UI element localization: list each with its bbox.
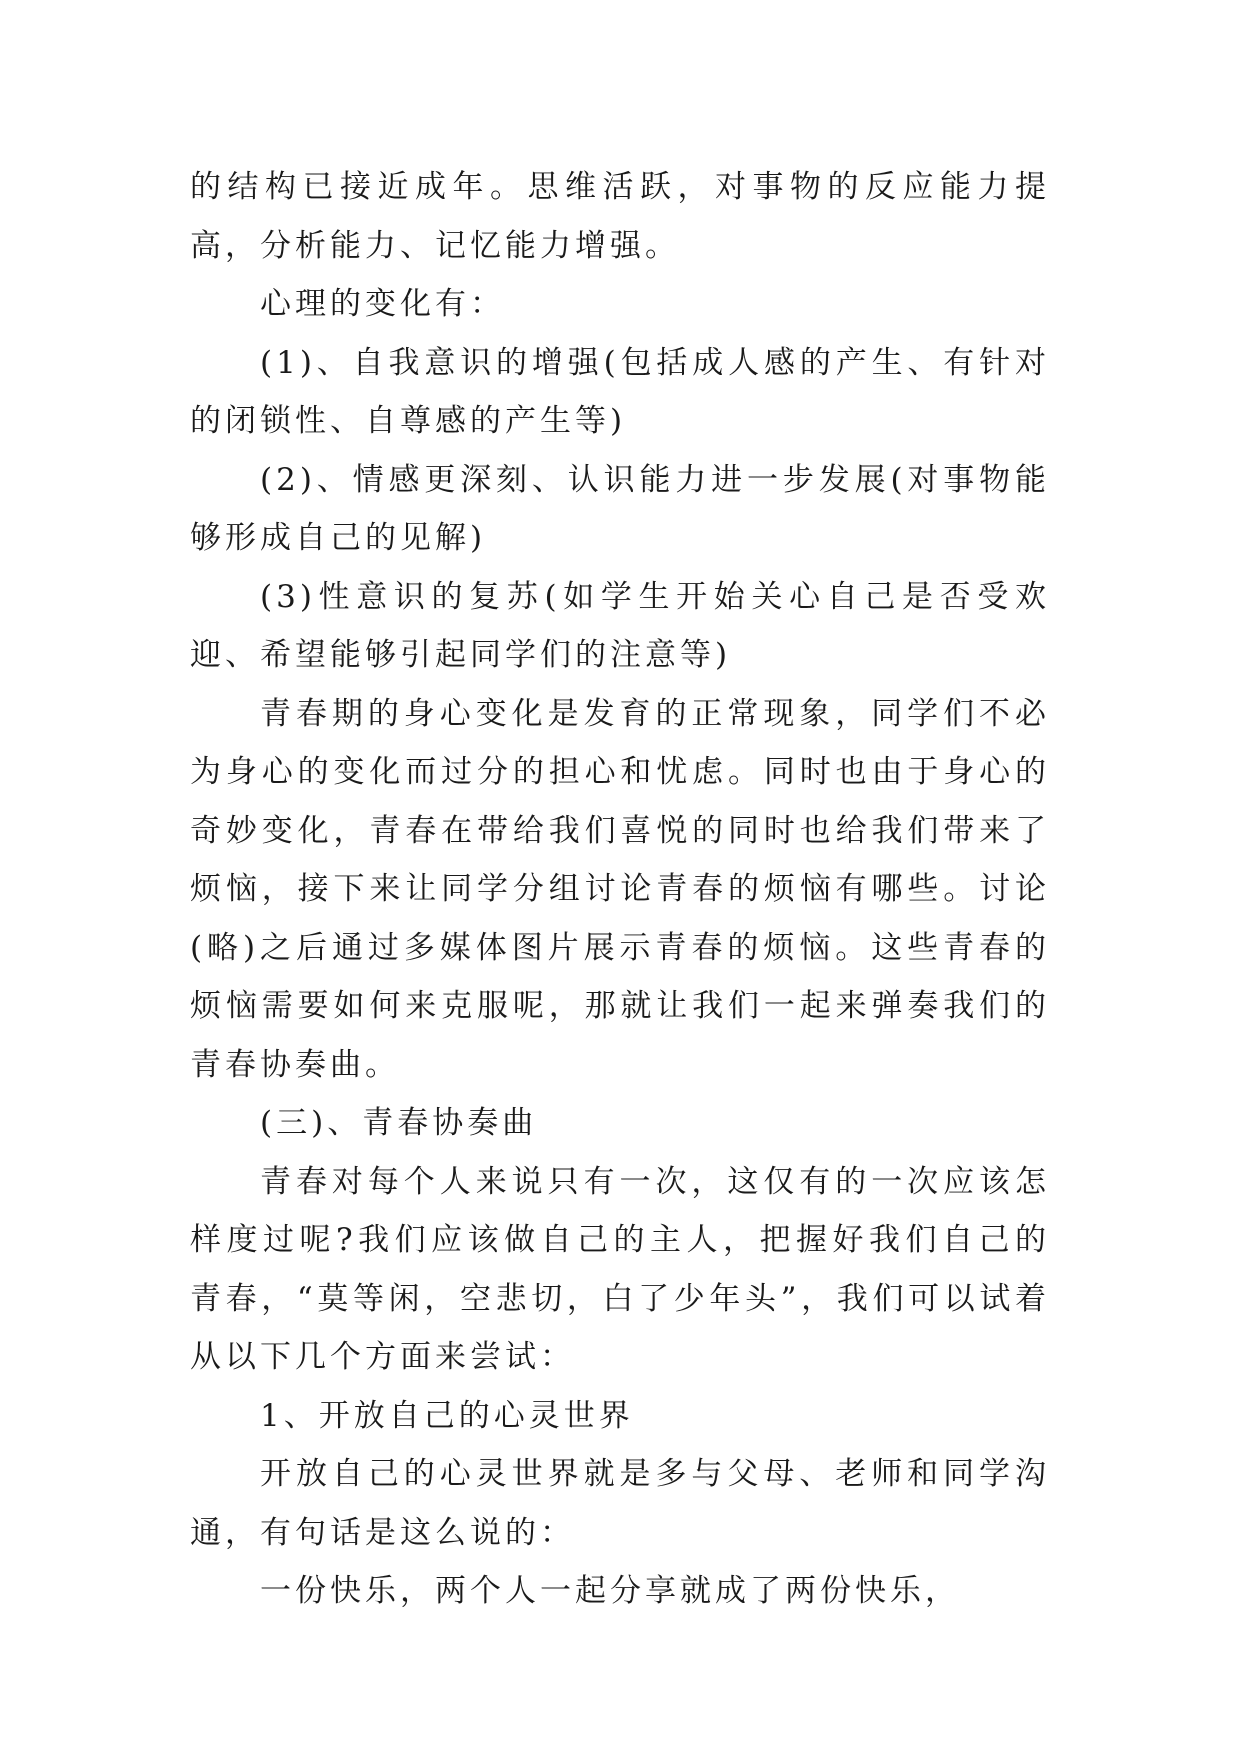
paragraph-puberty-normal: 青春期的身心变化是发育的正常现象，同学们不必为身心的变化而过分的担心和忧虑。同时也由于身心的奇妙变化，青春在带给我们喜悦的同时也给我们带来了烦恼，接下来让同学分组讨论青春的烦恼有哪些。讨论(略)之后通过多媒体图片展示青春的烦恼。这些青春的烦恼需要如何来克服呢，那就让我们一起来弹奏我们的青春协奏曲。 [190, 695, 1050, 1083]
paragraph-body-structure: 的结构已接近成年。思维活跃，对事物的反应能力提高，分析能力、记忆能力增强。 [190, 169, 1050, 264]
paragraph-item-1: (1)、自我意识的增强(包括成人感的产生、有针对的闭锁性、自尊感的产生等) [190, 344, 1050, 439]
document-body [190, 158, 1050, 1621]
paragraph-communicate: 开放自己的心灵世界就是多与父母、老师和同学沟通，有句话是这么说的： [190, 1456, 1050, 1551]
paragraph-item-2: (2)、情感更深刻、认识能力进一步发展(对事物能够形成自己的见解) [190, 461, 1050, 556]
section-heading-concerto: (三)、青春协奏曲 [260, 1105, 538, 1141]
paragraph-item-3: (3)性意识的复苏(如学生开始关心自己是否受欢迎、希望能够引起同学们的注意等) [190, 578, 1050, 673]
subheading-open-heart: 1、开放自己的心灵世界 [260, 1397, 634, 1434]
paragraph-youth-once: 青春对每个人来说只有一次，这仅有的一次应该怎样度过呢?我们应该做自己的主人，把握好我们自己的青春，“莫等闲，空悲切，白了少年头”，我们可以试着从以下几个方面来尝试： [190, 1163, 1050, 1375]
paragraph-psych-changes-heading: 心理的变化有： [260, 286, 505, 322]
paragraph-share-joy: 一份快乐，两个人一起分享就成了两份快乐， [260, 1573, 960, 1609]
